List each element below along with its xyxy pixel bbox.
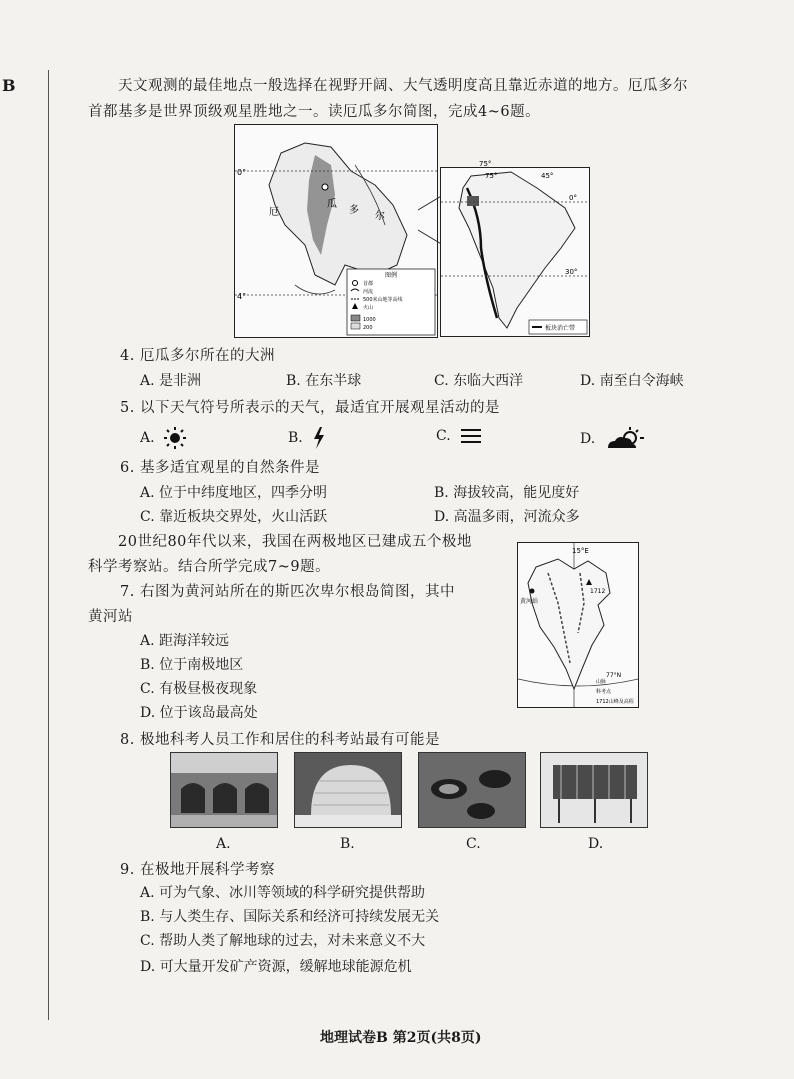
map3-elev-label: 1712 [590, 588, 606, 595]
q5-option-a-label: A. [140, 430, 155, 446]
photo-caption-d: D. [588, 836, 604, 852]
intro2-line1: 20世纪80年代以来，我国在两极地区已建成五个极地 [118, 534, 472, 550]
page-footer: 地理试卷B 第2页(共8页) [320, 1030, 482, 1046]
q7-option-d[interactable]: D. 位于该岛最高处 [140, 705, 258, 721]
q7-stem-line1: 7. 右图为黄河站所在的斯匹次卑尔根岛简图，其中 [120, 584, 455, 600]
photo-caption-b: B. [340, 836, 355, 852]
photo-option-c[interactable] [418, 752, 526, 828]
map2-lat-30: 30° [565, 268, 578, 276]
q6-option-a[interactable]: A. 位于中纬度地区，四季分明 [140, 485, 328, 501]
q7-option-c[interactable]: C. 有极昼极夜现象 [140, 681, 258, 697]
q5-stem: 5. 以下天气符号所表示的天气，最适宜开展观星活动的是 [120, 400, 500, 416]
ecuador-map [234, 124, 438, 338]
stilted-station-photo [541, 753, 647, 827]
map2-lon-75-label: 75° [485, 172, 498, 180]
q9-option-c[interactable]: C. 帮助人类了解地球的过去，对未来意义不大 [140, 933, 426, 949]
intro1-line1: 天文观测的最佳地点一般选择在视野开阔、大气透明度高且靠近赤道的地方。厄瓜多尔 [118, 78, 688, 94]
map1-legend-river: 河流 [363, 289, 374, 295]
south-america-map [440, 160, 590, 337]
photo-option-b[interactable] [294, 752, 402, 828]
fog-icon [459, 426, 483, 446]
q7-option-a[interactable]: A. 距海洋较远 [140, 633, 230, 649]
map1-legend-title: 图例 [385, 272, 398, 279]
binding-margin-line [48, 70, 49, 1020]
q4-option-c[interactable]: C. 东临大西洋 [434, 373, 524, 389]
map2-lat-0: 0° [569, 194, 577, 202]
q7-option-b[interactable]: B. 位于南极地区 [140, 657, 244, 673]
map1-label-e: 厄 [269, 207, 279, 218]
map1-legend-elev-b: 200 [363, 325, 373, 331]
q4-option-b[interactable]: B. 在东半球 [286, 373, 362, 389]
photo-option-d[interactable] [540, 752, 648, 828]
photo-caption-a: A. [216, 836, 231, 852]
map2-lon-45-label: 45° [541, 172, 554, 180]
q7-stem-line2: 黄河站 [88, 609, 133, 625]
q6-option-c[interactable]: C. 靠近板块交界处，火山活跃 [140, 509, 328, 525]
q9-option-b[interactable]: B. 与人类生存、国际关系和经济可持续发展无关 [140, 909, 440, 925]
sunny-icon [163, 426, 191, 450]
lightning-icon [311, 426, 327, 450]
map1-lat-0: 0° [237, 168, 247, 177]
q6-option-b[interactable]: B. 海拔较高，能见度好 [434, 485, 580, 501]
map1-label-er: 尔 [375, 211, 385, 222]
q8-stem: 8. 极地科考人员工作和居住的科考站最有可能是 [120, 732, 440, 748]
map1-lat-4: 4° [237, 292, 247, 301]
map2-legend: 板块消亡带 [545, 325, 576, 332]
map3-lat-label: 77°N [606, 672, 622, 679]
photo-caption-c: C. [466, 836, 481, 852]
q6-stem: 6. 基多适宜观星的自然条件是 [120, 460, 320, 476]
map1-label-gua: 瓜 [327, 199, 337, 210]
q9-option-d[interactable]: D. 可大量开发矿产资源，缓解地球能源危机 [140, 959, 412, 975]
q6-option-d[interactable]: D. 高温多雨，河流众多 [434, 509, 580, 525]
q5-option-c[interactable] [436, 426, 483, 446]
map1-label-duo: 多 [349, 205, 359, 216]
south-america-map-drawing [441, 160, 589, 336]
igloo-photo [295, 753, 401, 827]
edge-mark: B [2, 76, 16, 95]
map3-station-label: 黄河站 [520, 598, 539, 605]
q5-option-d[interactable] [580, 426, 648, 452]
map3-legend-station: 科考点 [596, 689, 612, 695]
svalbard-map [517, 542, 639, 708]
map1-legend-contour: 500米山地等高线 [363, 297, 403, 303]
q9-option-a[interactable]: A. 可为气象、冰川等领域的科学研究提供帮助 [140, 885, 426, 901]
map1-legend-volcano: 火山 [363, 305, 374, 311]
map3-lon-label: 15°E [572, 547, 589, 555]
map3-legend-range: 山脉 [596, 679, 607, 685]
q4-stem: 4. 厄瓜多尔所在的大洲 [120, 348, 275, 364]
q5-option-c-label: C. [436, 428, 451, 444]
q5-option-b[interactable] [288, 426, 327, 450]
q4-option-d[interactable]: D. 南至白令海峡 [580, 373, 684, 389]
map1-legend-elev-a: 1000 [363, 317, 376, 323]
underground-dwelling-photo [419, 753, 525, 827]
q5-option-b-label: B. [288, 430, 303, 446]
map2-lon-75: 75° [479, 160, 492, 168]
photo-option-a[interactable] [170, 752, 278, 828]
q5-option-a[interactable] [140, 426, 191, 450]
q4-option-a[interactable]: A. 是非洲 [140, 373, 202, 389]
map3-legend-peak: 1712山峰及高程 [596, 699, 634, 705]
ecuador-map-drawing [235, 125, 437, 337]
cave-dwelling-photo [171, 753, 277, 827]
intro1-line2: 首都基多是世界顶级观星胜地之一。读厄瓜多尔简图，完成4~6题。 [88, 104, 541, 120]
intro2-line2: 科学考察站。结合所学完成7~9题。 [88, 559, 331, 575]
map1-legend-capital: 首都 [363, 281, 374, 287]
q5-option-d-label: D. [580, 431, 596, 447]
partly-cloudy-icon [604, 426, 648, 452]
q9-stem: 9. 在极地开展科学考察 [120, 862, 275, 878]
svalbard-map-drawing [518, 543, 638, 707]
